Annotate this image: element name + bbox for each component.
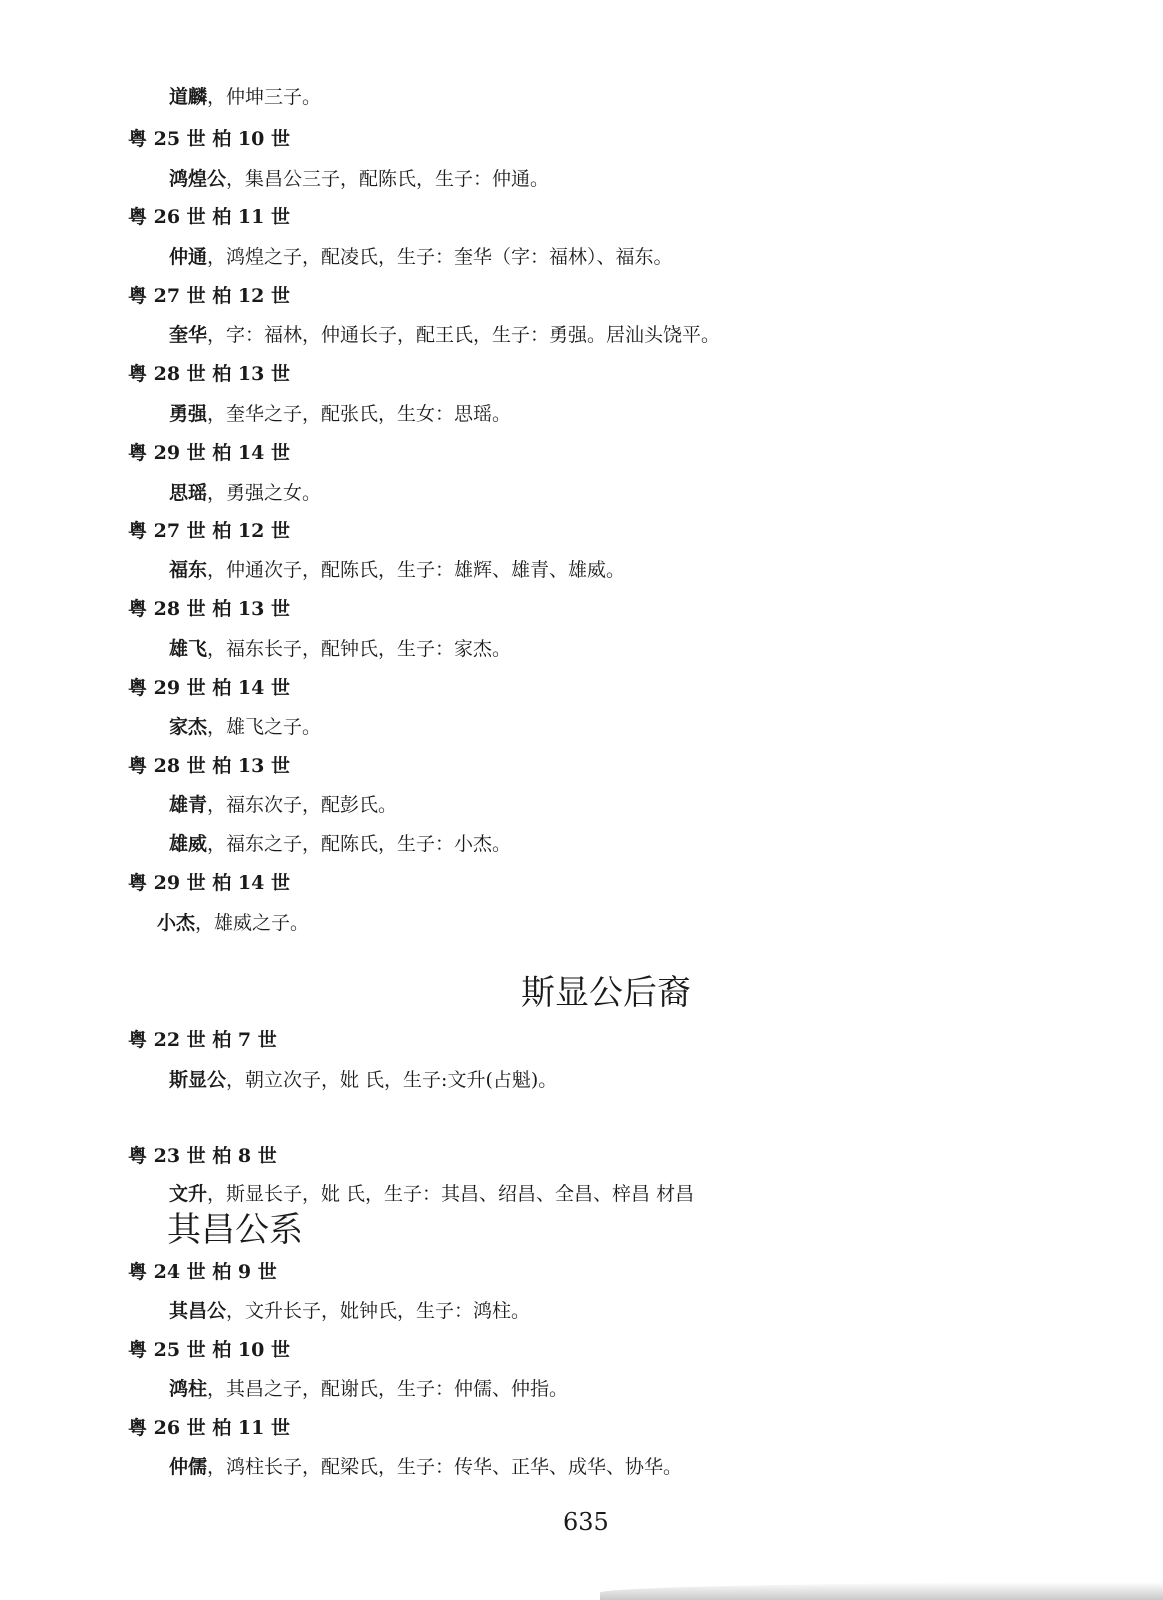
generation-heading: 粤 27 世 柏 12 世 [128,285,290,307]
generation-heading: 粤 25 世 柏 10 世 [128,1339,290,1361]
generation-heading: 粤 24 世 柏 9 世 [128,1261,277,1283]
member-name: 其昌公 [169,1300,227,1322]
member-entry [169,248,673,267]
member-description: ，雄飞之子。 [207,716,322,738]
member-entry [169,835,511,854]
member-name: 雄青 [169,794,208,816]
member-description: ，仲坤三子。 [207,86,322,108]
member-name: 小杰 [157,912,196,934]
member-description: ，朝立次子，妣 氏，生子:文升(占魁)。 [226,1069,558,1091]
generation-heading: 粤 28 世 柏 13 世 [128,363,290,385]
member-entry [169,561,625,580]
member-name: 仲儒 [169,1456,208,1478]
member-name: 仲通 [169,246,208,268]
member-description: ，福东长子，配钟氏，生子：家杰。 [207,638,512,660]
generation-heading: 粤 28 世 柏 13 世 [128,598,290,620]
member-description: ，斯显长子，妣 氏，生子：其昌、绍昌、全昌、梓昌 材昌 [207,1183,695,1205]
member-entry [169,1380,568,1399]
member-entry [169,640,511,659]
member-description: ，福东次子，配彭氏。 [207,794,398,816]
member-entry [169,88,321,107]
member-description: ，鸿柱长子，配梁氏，生子：传华、正华、成华、协华。 [207,1456,683,1478]
generation-heading: 粤 22 世 柏 7 世 [128,1029,277,1051]
member-entry [169,170,549,189]
generation-heading: 粤 29 世 柏 14 世 [128,677,290,699]
scan-shadow [600,1582,1163,1600]
member-name: 雄威 [169,833,208,855]
generation-heading: 粤 26 世 柏 11 世 [128,206,290,228]
member-description: ，其昌之子，配谢氏，生子：仲儒、仲指。 [207,1378,569,1400]
member-description: ，文升长子，妣钟氏，生子：鸿柱。 [226,1300,531,1322]
member-description: ，雄威之子。 [195,912,310,934]
member-entry [157,914,309,933]
member-description: ，勇强之女。 [207,482,322,504]
member-name: 家杰 [169,716,208,738]
member-name: 奎华 [169,324,208,346]
member-name: 文升 [169,1183,208,1205]
member-name: 鸿煌公 [169,168,227,190]
section-title: 其昌公系 [167,1210,303,1250]
member-description: ，集昌公三子，配陈氏，生子：仲通。 [226,168,550,190]
member-entry [169,718,321,737]
member-name: 道麟 [169,86,208,108]
member-description: ，字：福林，仲通长子，配王氏，生子：勇强。居汕头饶平。 [207,324,721,346]
member-name: 雄飞 [169,638,208,660]
member-entry [169,1302,530,1321]
generation-heading: 粤 23 世 柏 8 世 [128,1145,277,1167]
section-title: 斯显公后裔 [521,973,691,1013]
member-description: ，鸿煌之子，配凌氏，生子：奎华（字：福林）、福东。 [207,246,673,268]
member-entry [169,1071,557,1090]
generation-heading: 粤 29 世 柏 14 世 [128,872,290,894]
generation-heading: 粤 27 世 柏 12 世 [128,520,290,542]
member-name: 斯显公 [169,1069,227,1091]
member-entry [169,796,397,815]
member-name: 鸿柱 [169,1378,208,1400]
member-entry [169,326,720,345]
member-entry [169,405,511,424]
member-name: 勇强 [169,403,208,425]
page-number: 635 [563,1508,609,1536]
member-name: 福东 [169,559,208,581]
member-description: ，奎华之子，配张氏，生女：思瑶。 [207,403,512,425]
member-description: ，仲通次子，配陈氏，生子：雄辉、雄青、雄威。 [207,559,626,581]
generation-heading: 粤 26 世 柏 11 世 [128,1417,290,1439]
generation-heading: 粤 29 世 柏 14 世 [128,442,290,464]
generation-heading: 粤 25 世 柏 10 世 [128,128,290,150]
member-entry [169,484,321,503]
member-entry [169,1185,694,1204]
member-description: ，福东之子，配陈氏，生子：小杰。 [207,833,512,855]
generation-heading: 粤 28 世 柏 13 世 [128,755,290,777]
member-entry [169,1458,682,1477]
member-name: 思瑶 [169,482,208,504]
